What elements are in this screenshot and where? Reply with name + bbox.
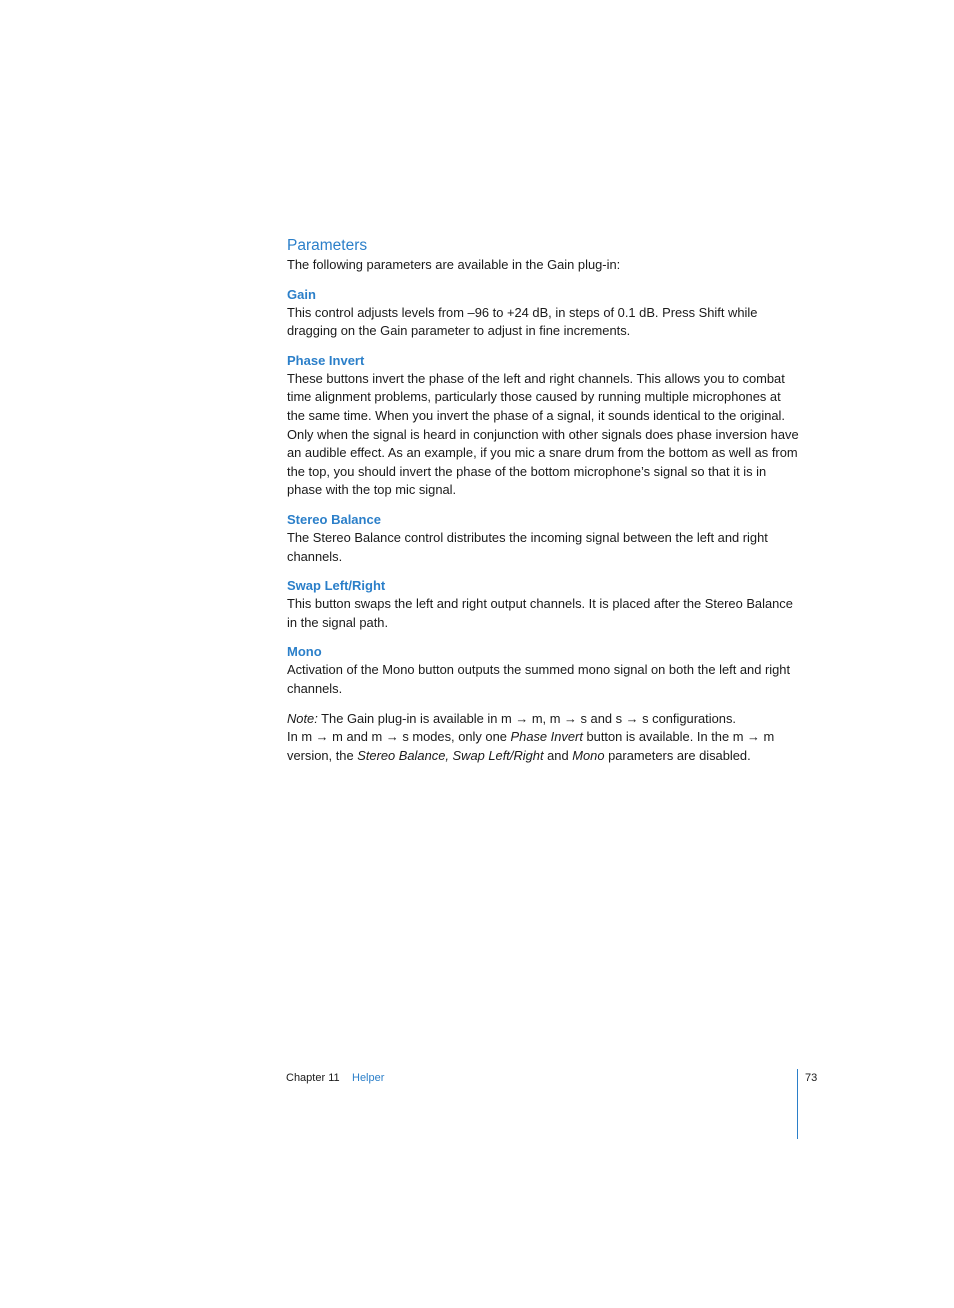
section-gain	[287, 286, 799, 341]
section-heading: Stereo Balance	[287, 511, 381, 527]
section-body: Activation of the Mono button outputs the summed mono signal on both the left and right channels.	[287, 662, 791, 696]
section-body: This control adjusts levels from –96 to +24 dB, in steps of 0.1 dB. Press Shift while dragging on the Gain parameter to adjust in fine increments.	[287, 304, 758, 339]
section-phase-invert	[287, 352, 799, 500]
section-heading: Swap Left/Right	[287, 578, 386, 594]
note-emphasis: Phase Invert	[510, 729, 583, 745]
section-stereo-balance	[287, 511, 799, 566]
footer-divider	[797, 1069, 798, 1139]
note-text: parameters are disabled.	[608, 747, 751, 763]
main-content	[287, 236, 799, 765]
note-emphasis: Mono	[572, 747, 605, 763]
note-line-1: The Gain plug-in is available in m → m, m → s and s → s configurations.	[321, 710, 736, 726]
section-mono	[287, 643, 799, 698]
section-body: This button swaps the left and right output channels. It is placed after the Stereo Balance in the signal path.	[287, 596, 793, 630]
section-body: The Stereo Balance control distributes the incoming signal between the left and right channels.	[287, 529, 768, 564]
footer-chapter-title: Helper	[352, 1072, 385, 1084]
footer-chapter: Chapter 11	[286, 1072, 340, 1084]
section-heading: Mono	[287, 644, 322, 660]
section-heading: Gain	[287, 286, 316, 302]
note-paragraph	[287, 710, 799, 766]
section-swap-left-right	[287, 577, 799, 632]
note-label: Note:	[287, 710, 318, 726]
note-text: button is available. In the m → m version, the	[287, 729, 775, 763]
page-number: 73	[805, 1072, 818, 1084]
note-text: and	[547, 747, 569, 763]
note-emphasis: Stereo Balance, Swap Left/Right	[357, 747, 544, 763]
intro-text: The following parameters are available in the Gain plug-in:	[287, 257, 621, 272]
section-body: These buttons invert the phase of the left and right channels. This allows you to combat time alignment problems, particularly those caused by running multiple microphones at the same time. When you invert the phase of a signal, it sounds identical to the original. Only when the signal is heard in conjunction with other signals does phase inversion have an audible effect. As an example, if you mic a snare drum from the bottom as well as from the top, you should invert the phase of the bottom microphone’s signal so that it is in phase with the top mic signal.	[287, 370, 799, 498]
note-text: In m → m and m → s modes, only one	[287, 729, 507, 745]
page-title: Parameters	[287, 237, 368, 254]
section-heading: Phase Invert	[287, 352, 365, 368]
